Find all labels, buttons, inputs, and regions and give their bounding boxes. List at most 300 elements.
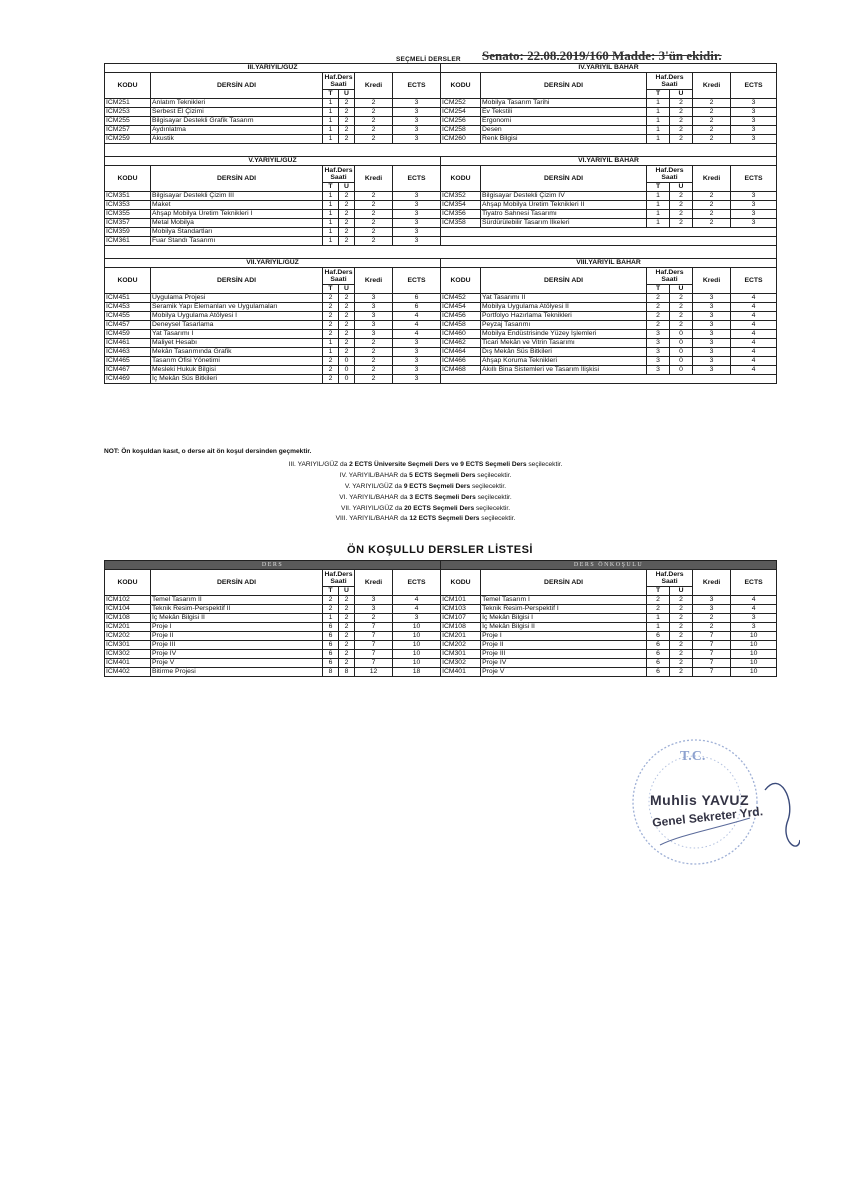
col-header-u: U: [670, 90, 693, 99]
hours-t: 2: [647, 303, 670, 312]
ects: 4: [731, 339, 777, 348]
course-name: Bitirme Projesi: [151, 668, 323, 677]
course-name: İç Mekân Süs Bitkileri: [151, 375, 323, 384]
col-header-hours: Haf.Ders Saati: [647, 570, 693, 587]
col-header-hours: Haf.Ders Saati: [647, 73, 693, 90]
semester-title: IV.YARIYIL BAHAR: [441, 64, 777, 73]
section-title: SEÇMELİ DERSLER: [396, 56, 461, 63]
kredi: 7: [693, 632, 731, 641]
col-header-t: T: [323, 285, 339, 294]
col-header-t: T: [647, 90, 670, 99]
senato-note: Senato: 22.08.2019/160 Madde: 3'ün ekidir.: [482, 48, 722, 63]
hours-u: 8: [339, 668, 355, 677]
hours-t: 3: [647, 366, 670, 375]
kredi: 2: [355, 99, 393, 108]
prerequisite-note: NOT: Ön koşuldan kasıt, o derse ait ön koşul dersinden geçmektir.: [104, 448, 312, 455]
hours-u: 2: [670, 210, 693, 219]
hours-u: 0: [670, 357, 693, 366]
course-name: Yat Tasarımı II: [481, 294, 647, 303]
hours-t: 6: [323, 623, 339, 632]
hours-u: 2: [339, 99, 355, 108]
hours-u: 2: [339, 596, 355, 605]
course-name: Mobilya Uygulama Atölyesi I: [151, 312, 323, 321]
kredi: 3: [693, 605, 731, 614]
ects: 3: [393, 192, 441, 201]
kredi: 7: [693, 659, 731, 668]
kredi: 2: [693, 210, 731, 219]
ects: 4: [731, 605, 777, 614]
ects: 3: [731, 219, 777, 228]
hours-u: 2: [670, 99, 693, 108]
course-name: Mobilya Uygulama Atölyesi II: [481, 303, 647, 312]
course-code: ICM252: [441, 99, 481, 108]
course-name: Portfolyo Hazırlama Teknikleri: [481, 312, 647, 321]
ects: 3: [393, 99, 441, 108]
hours-t: 2: [323, 375, 339, 384]
kredi: 3: [693, 357, 731, 366]
course-code: ICM356: [441, 210, 481, 219]
kredi: 2: [355, 192, 393, 201]
kredi: 7: [355, 641, 393, 650]
course-name: Mobilya Tasarım Tarihi: [481, 99, 647, 108]
course-code: ICM107: [441, 614, 481, 623]
course-code: ICM469: [105, 375, 151, 384]
col-header-code: KODU: [105, 570, 151, 596]
table-row: [105, 321, 777, 330]
kredi: 7: [355, 623, 393, 632]
semester-title: VI.YARIYIL BAHAR: [441, 157, 777, 166]
course-code: ICM455: [105, 312, 151, 321]
course-name: Proje I: [481, 632, 647, 641]
hours-t: 1: [323, 348, 339, 357]
ects: 4: [393, 596, 441, 605]
hours-t: 3: [647, 357, 670, 366]
hours-u: 2: [670, 650, 693, 659]
elective-courses-table: [104, 63, 777, 384]
hours-u: 2: [339, 650, 355, 659]
col-header-kredi: Kredi: [355, 268, 393, 294]
empty-cell: [441, 228, 777, 237]
hours-u: 0: [670, 330, 693, 339]
hours-u: 0: [339, 375, 355, 384]
ects: 3: [393, 228, 441, 237]
hours-u: 2: [339, 659, 355, 668]
kredi: 3: [355, 312, 393, 321]
course-name: Bilgisayar Destekli Çizim IV: [481, 192, 647, 201]
course-name: Temel Tasarım I: [481, 596, 647, 605]
hours-t: 1: [647, 614, 670, 623]
ects: 3: [393, 108, 441, 117]
col-header-code: KODU: [105, 73, 151, 99]
ects: 3: [393, 339, 441, 348]
hours-t: 2: [647, 321, 670, 330]
kredi: 2: [355, 614, 393, 623]
kredi: 2: [355, 117, 393, 126]
col-header-t: T: [323, 90, 339, 99]
course-name: Proje V: [151, 659, 323, 668]
col-header-ects: ECTS: [731, 166, 777, 192]
hours-u: 2: [339, 641, 355, 650]
ects: 3: [393, 375, 441, 384]
ects: 3: [731, 117, 777, 126]
hours-t: 1: [647, 210, 670, 219]
course-code: ICM457: [105, 321, 151, 330]
ects: 4: [393, 330, 441, 339]
kredi: 2: [693, 108, 731, 117]
col-header-kredi: Kredi: [693, 73, 731, 99]
course-name: Ev Tekstili: [481, 108, 647, 117]
course-code: ICM461: [105, 339, 151, 348]
col-header-ects: ECTS: [393, 73, 441, 99]
hours-u: 2: [339, 614, 355, 623]
course-code: ICM354: [441, 201, 481, 210]
course-name: Proje III: [151, 641, 323, 650]
col-header-name: DERSİN ADI: [151, 166, 323, 192]
kredi: 2: [693, 192, 731, 201]
table-row: [105, 614, 777, 623]
course-code: ICM357: [105, 219, 151, 228]
col-header-kredi: Kredi: [693, 166, 731, 192]
hours-t: 1: [323, 219, 339, 228]
col-header-ects: ECTS: [393, 166, 441, 192]
spacer-row: [105, 246, 777, 259]
ects: 4: [731, 294, 777, 303]
course-code: ICM257: [105, 126, 151, 135]
col-header-name: DERSİN ADI: [481, 570, 647, 596]
course-code: ICM202: [105, 632, 151, 641]
course-name: Dış Mekân Süs Bitkileri: [481, 348, 647, 357]
table-row: [105, 303, 777, 312]
hours-u: 2: [670, 126, 693, 135]
col-header-ects: ECTS: [731, 73, 777, 99]
course-code: ICM301: [105, 641, 151, 650]
course-name: Yat Tasarımı I: [151, 330, 323, 339]
kredi: 2: [693, 99, 731, 108]
signature-name: Muhlis YAVUZ: [650, 792, 750, 808]
kredi: 7: [693, 641, 731, 650]
course-code: ICM256: [441, 117, 481, 126]
course-code: ICM460: [441, 330, 481, 339]
course-code: ICM352: [441, 192, 481, 201]
ects-rules: [0, 460, 851, 525]
course-code: ICM467: [105, 366, 151, 375]
ects: 3: [731, 135, 777, 144]
ects: 4: [393, 605, 441, 614]
kredi: 3: [693, 303, 731, 312]
course-code: ICM402: [105, 668, 151, 677]
hours-t: 6: [647, 668, 670, 677]
hours-u: 2: [670, 312, 693, 321]
course-name: Aydınlatma: [151, 126, 323, 135]
course-code: ICM355: [105, 210, 151, 219]
ects: 3: [393, 366, 441, 375]
course-name: Maket: [151, 201, 323, 210]
hours-u: 2: [670, 303, 693, 312]
ects: 3: [393, 348, 441, 357]
col-header-kredi: Kredi: [355, 73, 393, 99]
course-name: Ahşap Mobilya Üretim Teknikleri I: [151, 210, 323, 219]
kredi: 3: [693, 339, 731, 348]
hours-u: 2: [339, 303, 355, 312]
hours-t: 1: [647, 99, 670, 108]
hours-t: 2: [647, 596, 670, 605]
ects: 10: [393, 632, 441, 641]
kredi: 2: [693, 219, 731, 228]
ects: 10: [393, 641, 441, 650]
hours-u: 2: [339, 117, 355, 126]
semester-title: III.YARIYIL/GÜZ: [105, 64, 441, 73]
course-name: Proje III: [481, 650, 647, 659]
kredi: 2: [355, 348, 393, 357]
hours-u: 2: [670, 201, 693, 210]
course-code: ICM202: [441, 641, 481, 650]
hours-t: 6: [323, 659, 339, 668]
course-name: Bilgisayar Destekli Grafik Tasarım: [151, 117, 323, 126]
course-name: Temel Tasarım II: [151, 596, 323, 605]
ects: 3: [731, 192, 777, 201]
hours-t: 1: [647, 108, 670, 117]
table-row: [105, 192, 777, 201]
kredi: 2: [693, 614, 731, 623]
course-name: Serbest El Çizimi: [151, 108, 323, 117]
spacer-row: [105, 144, 777, 157]
hours-t: 1: [647, 219, 670, 228]
course-code: ICM254: [441, 108, 481, 117]
hours-t: 1: [323, 135, 339, 144]
col-header-code: KODU: [441, 268, 481, 294]
kredi: 2: [355, 126, 393, 135]
prerequisite-table: [104, 560, 777, 677]
col-header-t: T: [647, 285, 670, 294]
kredi: 3: [355, 321, 393, 330]
ects: 6: [393, 294, 441, 303]
ects-rule: VII. YARIYIL/GÜZ da 20 ECTS Seçmeli Ders seçilecektir.: [340, 504, 511, 512]
hours-t: 8: [323, 668, 339, 677]
signature-title: Genel Sekreter Yrd.: [651, 804, 764, 830]
kredi: 2: [355, 108, 393, 117]
course-name: Proje V: [481, 668, 647, 677]
course-code: ICM259: [105, 135, 151, 144]
course-code: ICM104: [105, 605, 151, 614]
hours-u: 0: [339, 366, 355, 375]
hours-t: 2: [323, 330, 339, 339]
hours-t: 6: [323, 650, 339, 659]
hours-t: 1: [323, 99, 339, 108]
ects: 3: [731, 201, 777, 210]
kredi: 3: [355, 330, 393, 339]
ects: 3: [393, 357, 441, 366]
course-code: ICM108: [441, 623, 481, 632]
kredi: 2: [355, 219, 393, 228]
hours-t: 2: [323, 303, 339, 312]
course-name: İç Mekân Bilgisi I: [481, 614, 647, 623]
course-code: ICM302: [441, 659, 481, 668]
kredi: 2: [693, 201, 731, 210]
course-code: ICM255: [105, 117, 151, 126]
ects: 4: [393, 321, 441, 330]
course-code: ICM260: [441, 135, 481, 144]
hours-t: 1: [323, 237, 339, 246]
table-row: [105, 605, 777, 614]
ects: 3: [731, 99, 777, 108]
col-header-ects: ECTS: [731, 570, 777, 596]
hours-t: 6: [323, 641, 339, 650]
col-header-name: DERSİN ADI: [151, 268, 323, 294]
ects: 10: [393, 659, 441, 668]
col-header-code: KODU: [441, 570, 481, 596]
course-name: Akıllı Bina Sistemleri ve Tasarım İlişkisi: [481, 366, 647, 375]
course-code: ICM462: [441, 339, 481, 348]
hours-u: 2: [670, 192, 693, 201]
semester-title: V.YARIYIL/GÜZ: [105, 157, 441, 166]
hours-u: 2: [670, 596, 693, 605]
hours-t: 2: [323, 294, 339, 303]
course-code: ICM201: [441, 632, 481, 641]
course-code: ICM253: [105, 108, 151, 117]
hours-u: 2: [670, 321, 693, 330]
course-code: ICM451: [105, 294, 151, 303]
table-row: [105, 375, 777, 384]
hours-t: 1: [647, 126, 670, 135]
ects: 3: [393, 117, 441, 126]
table-row: [105, 596, 777, 605]
course-code: ICM201: [105, 623, 151, 632]
kredi: 3: [693, 294, 731, 303]
ects: 4: [731, 312, 777, 321]
course-code: ICM359: [105, 228, 151, 237]
kredi: 3: [693, 321, 731, 330]
course-name: Anlatım Teknikleri: [151, 99, 323, 108]
hours-u: 2: [670, 614, 693, 623]
kredi: 2: [355, 366, 393, 375]
table-row: [105, 294, 777, 303]
hours-u: 2: [339, 108, 355, 117]
course-name: Mobilya Endüstrisinde Yüzey İşlemleri: [481, 330, 647, 339]
course-code: ICM454: [441, 303, 481, 312]
course-name: Mekân Tasarımında Grafik: [151, 348, 323, 357]
col-header-name: DERSİN ADI: [481, 166, 647, 192]
table-row: [105, 348, 777, 357]
kredi: 3: [693, 348, 731, 357]
kredi: 2: [355, 375, 393, 384]
ects: 3: [731, 623, 777, 632]
ects: 10: [393, 623, 441, 632]
hours-u: 0: [670, 339, 693, 348]
course-code: ICM401: [105, 659, 151, 668]
hours-u: 2: [670, 117, 693, 126]
col-header-t: T: [647, 183, 670, 192]
course-name: Fuar Standı Tasarımı: [151, 237, 323, 246]
hours-u: 2: [339, 219, 355, 228]
ects: 10: [731, 641, 777, 650]
hours-t: 1: [323, 126, 339, 135]
hours-u: 2: [339, 228, 355, 237]
course-name: İç Mekân Bilgisi II: [151, 614, 323, 623]
table-row: [105, 659, 777, 668]
kredi: 2: [693, 135, 731, 144]
hours-u: 2: [670, 632, 693, 641]
hours-t: 3: [647, 348, 670, 357]
course-name: İç Mekân Bilgisi II: [481, 623, 647, 632]
hours-u: 2: [339, 294, 355, 303]
course-code: ICM468: [441, 366, 481, 375]
col-header-kredi: Kredi: [355, 570, 393, 596]
hours-u: 2: [670, 659, 693, 668]
course-code: ICM351: [105, 192, 151, 201]
course-name: Akustik: [151, 135, 323, 144]
hours-u: 2: [339, 623, 355, 632]
col-header-hours: Haf.Ders Saati: [647, 268, 693, 285]
table-row: [105, 99, 777, 108]
hours-u: 2: [339, 192, 355, 201]
hours-t: 1: [647, 192, 670, 201]
kredi: 3: [355, 294, 393, 303]
hours-t: 3: [647, 339, 670, 348]
hours-u: 0: [670, 366, 693, 375]
hours-u: 2: [339, 605, 355, 614]
col-header-kredi: Kredi: [693, 268, 731, 294]
empty-cell: [441, 375, 777, 384]
col-header-code: KODU: [441, 73, 481, 99]
course-name: Bilgisayar Destekli Çizim III: [151, 192, 323, 201]
course-name: Desen: [481, 126, 647, 135]
hours-u: 2: [339, 312, 355, 321]
col-header-t: T: [323, 587, 339, 596]
table-row: [105, 366, 777, 375]
hours-t: 1: [323, 614, 339, 623]
hours-u: 2: [670, 108, 693, 117]
ects: 4: [731, 596, 777, 605]
course-name: Ticari Mekân ve Vitrin Tasarımı: [481, 339, 647, 348]
table-row: [105, 135, 777, 144]
table-row: [105, 201, 777, 210]
course-name: Sürdürülebilir Tasarım İlkeleri: [481, 219, 647, 228]
col-header-name: DERSİN ADI: [151, 73, 323, 99]
table-row: [105, 330, 777, 339]
ects: 3: [393, 219, 441, 228]
prerequisite-right-label: DERS ÖNKOŞULU: [441, 561, 777, 570]
ects: 3: [393, 135, 441, 144]
course-name: Teknik Resim-Perspektif II: [151, 605, 323, 614]
ects: 3: [393, 237, 441, 246]
hours-t: 2: [323, 366, 339, 375]
hours-t: 3: [647, 330, 670, 339]
course-name: Deneysel Tasarlama: [151, 321, 323, 330]
semester-title: VIII.YARIYIL BAHAR: [441, 259, 777, 268]
course-code: ICM301: [441, 650, 481, 659]
hours-u: 2: [339, 201, 355, 210]
hours-u: 2: [339, 339, 355, 348]
kredi: 2: [355, 228, 393, 237]
course-name: Proje II: [151, 632, 323, 641]
hours-t: 1: [323, 228, 339, 237]
hours-u: 2: [670, 668, 693, 677]
hours-t: 2: [323, 596, 339, 605]
kredi: 7: [355, 659, 393, 668]
course-name: Seramik Yapı Elemanları ve Uygulamaları: [151, 303, 323, 312]
course-code: ICM465: [105, 357, 151, 366]
course-code: ICM459: [105, 330, 151, 339]
hours-u: 0: [670, 348, 693, 357]
table-row: [105, 117, 777, 126]
kredi: 2: [355, 339, 393, 348]
ects: 4: [731, 330, 777, 339]
course-name: Renk Bilgisi: [481, 135, 647, 144]
kredi: 3: [693, 596, 731, 605]
col-header-u: U: [339, 90, 355, 99]
table-row: [105, 641, 777, 650]
course-code: ICM466: [441, 357, 481, 366]
